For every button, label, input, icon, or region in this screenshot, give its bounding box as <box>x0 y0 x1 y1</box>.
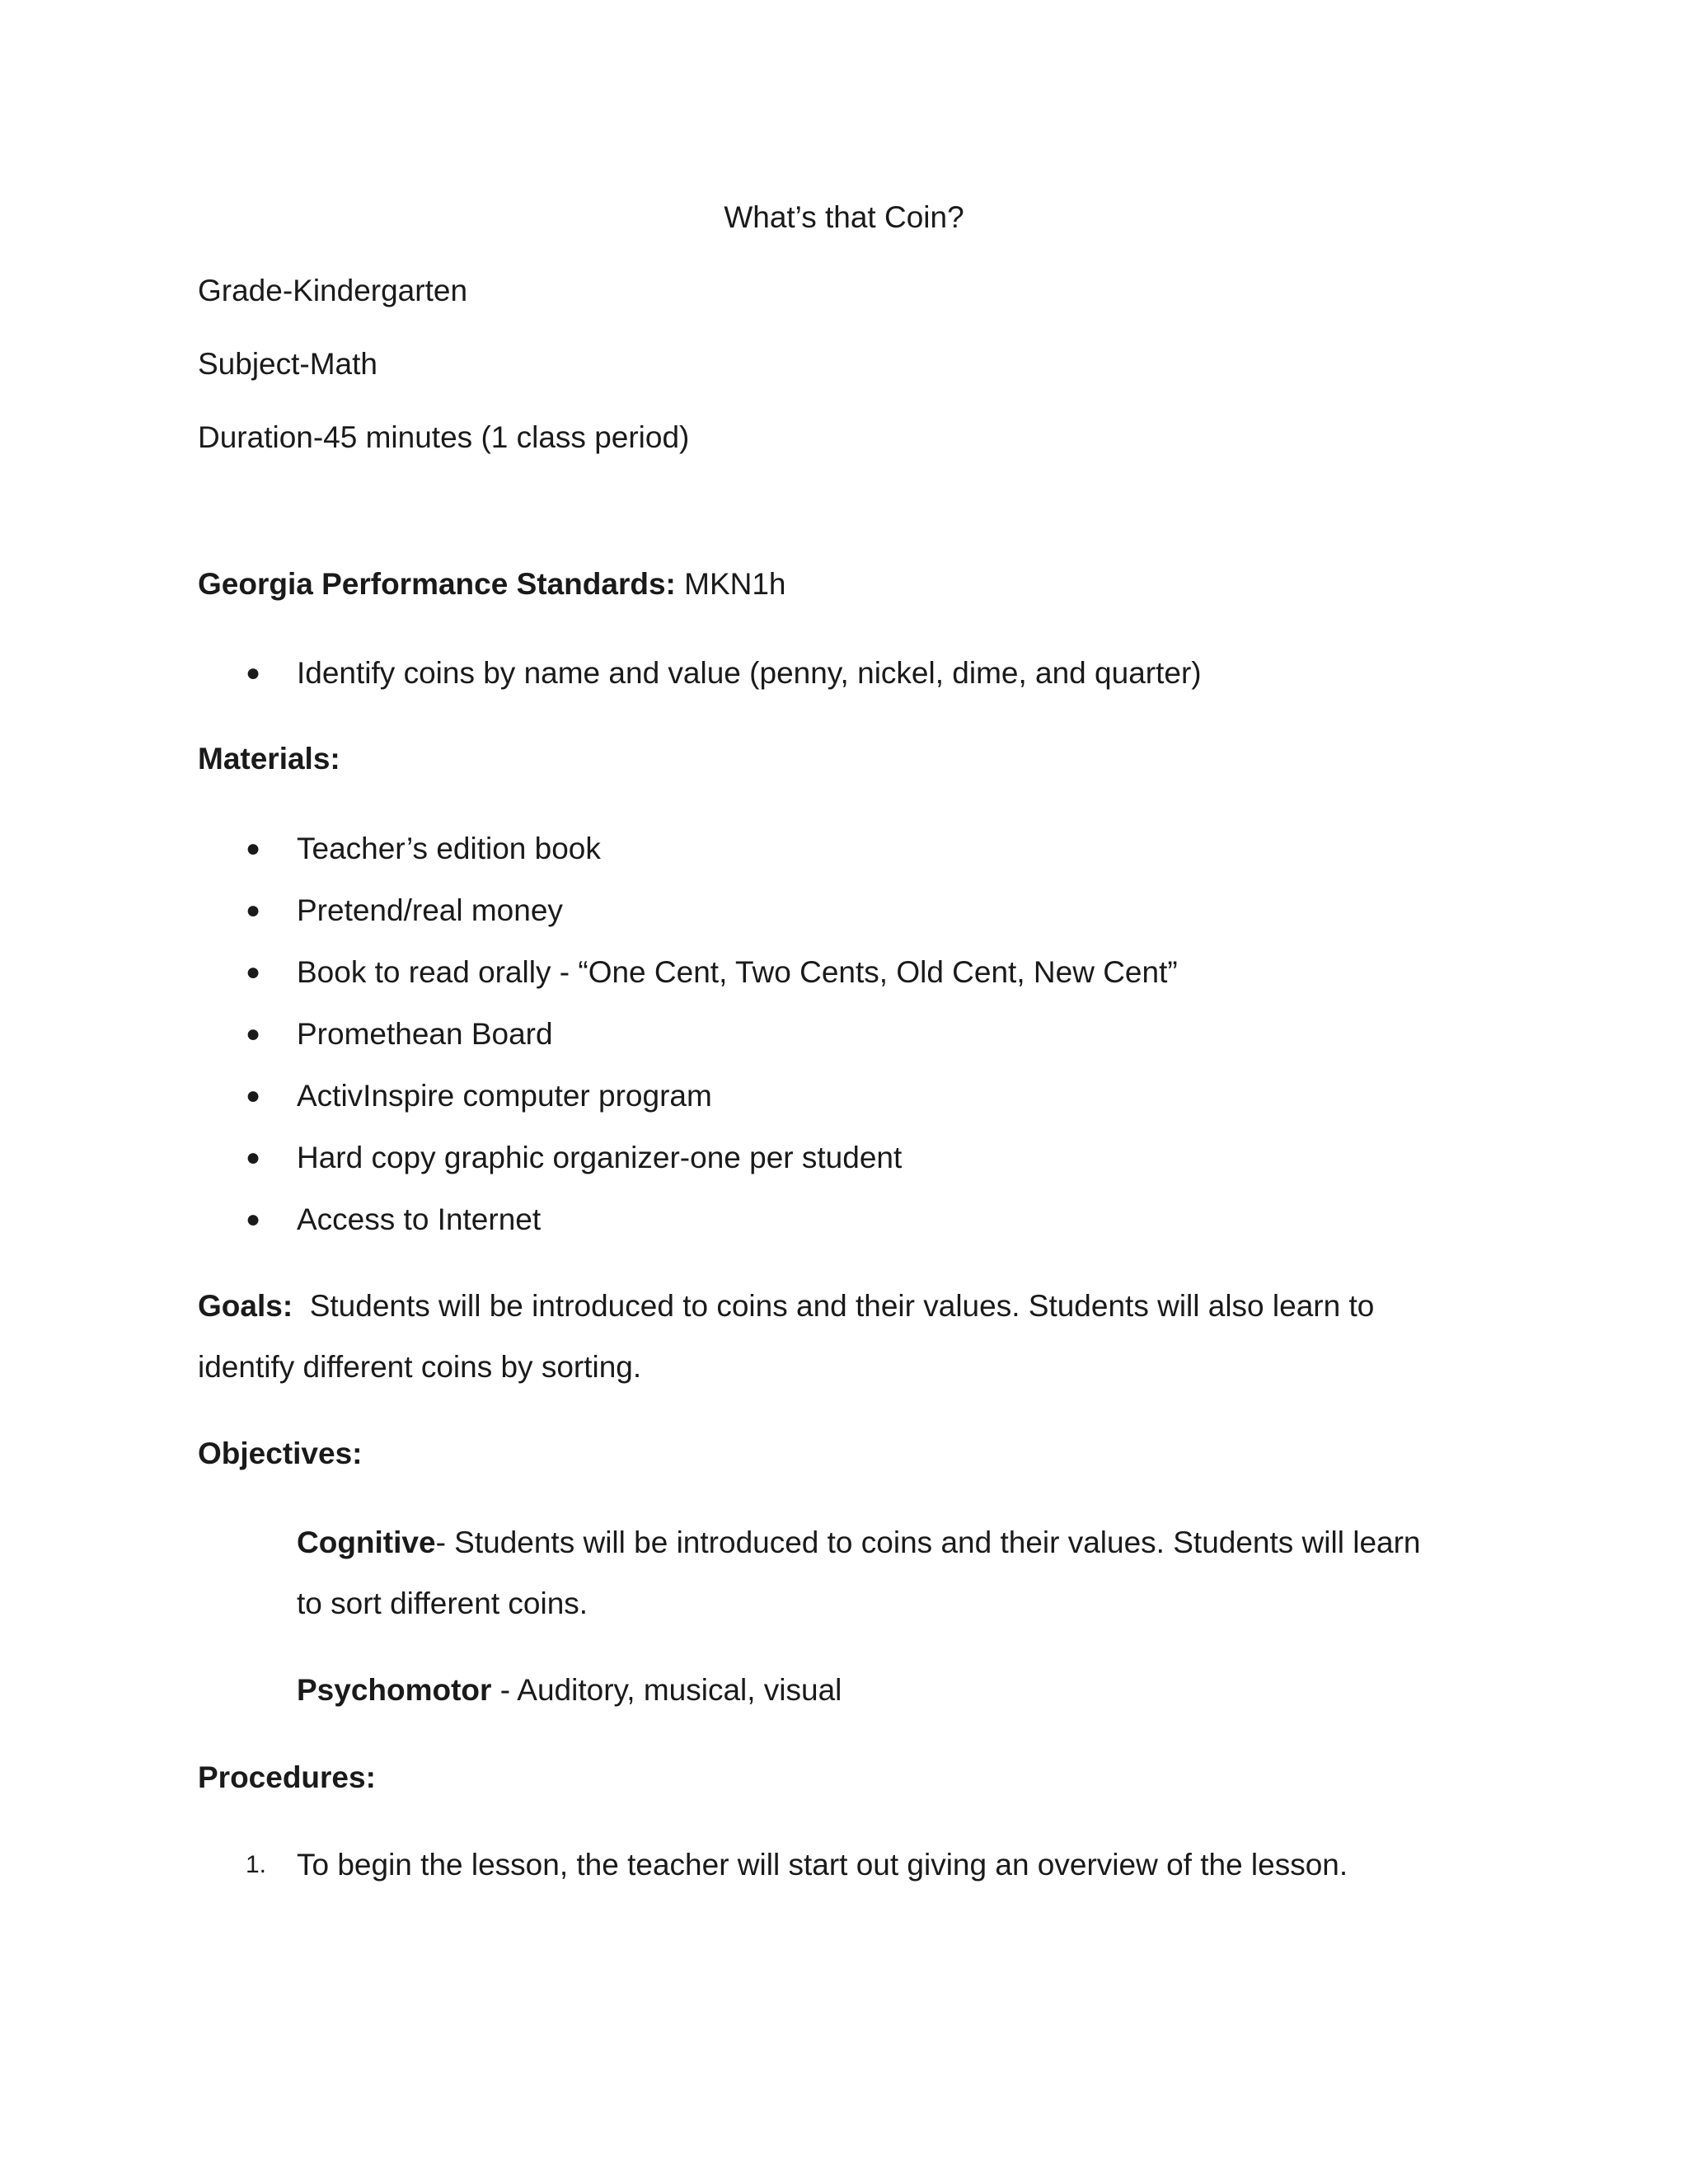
standards-heading <box>198 565 786 603</box>
bullet-icon: ● <box>246 1082 261 1109</box>
standards-item: Identify coins by name and value (penny, nickel, dime, and quarter) <box>297 656 1202 690</box>
psychomotor-label: Psychomotor <box>297 1673 492 1707</box>
cognitive-text-line1: - Students will be introduced to coins and their values. Students will learn <box>435 1526 1421 1559</box>
bullet-icon: ● <box>246 1144 261 1171</box>
goals-text-line2: identify different coins by sorting. <box>198 1350 642 1384</box>
subject-line: Subject-Math <box>198 347 377 381</box>
bullet-icon: ● <box>246 1206 261 1233</box>
cognitive-label: Cognitive <box>297 1526 436 1559</box>
procedure-number: 1. <box>246 1851 267 1878</box>
psychomotor-objective <box>297 1671 842 1709</box>
cognitive-text-line2: to sort different coins. <box>297 1586 588 1620</box>
goals-text-line1: Students will be introduced to coins and their values. Students will also learn to <box>309 1289 1375 1323</box>
procedures-heading: Procedures: <box>198 1760 376 1794</box>
objectives-heading: Objectives: <box>198 1436 363 1470</box>
bullet-icon: ● <box>246 897 261 924</box>
bullet-icon: ● <box>246 659 261 687</box>
materials-item: Promethean Board <box>297 1017 553 1051</box>
psychomotor-text: - Auditory, musical, visual <box>491 1673 842 1707</box>
goals-label: Goals: <box>198 1289 293 1323</box>
standards-code: MKN1h <box>684 567 786 601</box>
materials-item: Teacher’s edition book <box>297 832 601 865</box>
grade-line: Grade-Kindergarten <box>198 274 468 307</box>
bullet-icon: ● <box>246 1020 261 1047</box>
bullet-icon: ● <box>246 835 261 862</box>
materials-item: ActivInspire computer program <box>297 1079 712 1113</box>
document-title: What’s that Coin? <box>724 200 964 234</box>
materials-heading: Materials: <box>198 742 340 776</box>
materials-item: Hard copy graphic organizer-one per student <box>297 1141 903 1174</box>
standards-label: Georgia Performance Standards: <box>198 567 676 601</box>
materials-item: Pretend/real money <box>297 893 563 927</box>
procedure-step: To begin the lesson, the teacher will start out giving an overview of the lesson. <box>297 1848 1348 1882</box>
materials-item: Access to Internet <box>297 1202 542 1236</box>
bullet-icon: ● <box>246 958 261 986</box>
materials-item: Book to read orally - “One Cent, Two Cents, Old Cent, New Cent” <box>297 955 1178 989</box>
goals-paragraph <box>198 1287 1374 1325</box>
cognitive-objective <box>297 1524 1421 1562</box>
duration-line: Duration-45 minutes (1 class period) <box>198 420 690 454</box>
